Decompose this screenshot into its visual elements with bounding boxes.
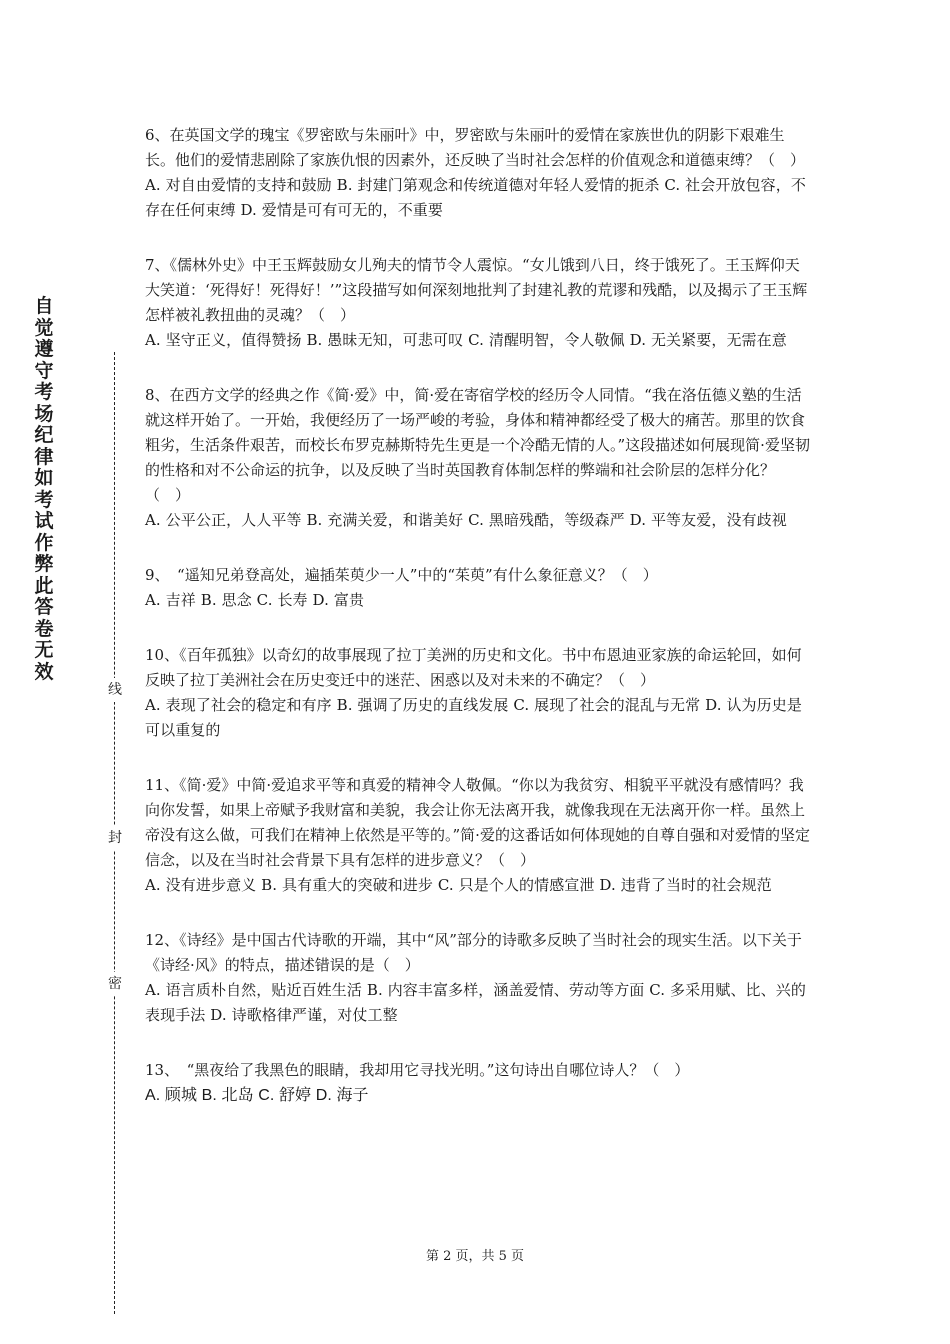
binding-marker-seal: 封 bbox=[104, 826, 126, 850]
question-stem: 6、在英国文学的瑰宝《罗密欧与朱丽叶》中，罗密欧与朱丽叶的爱情在家族世仇的阴影下艰难生长。他们的爱情悲剧除了家族仇恨的因素外，还反映了当时社会怎样的价值观念和道德束缚？（ ） bbox=[145, 126, 806, 169]
question-stem: 9、 “遥知兄弟登高处，遍插茱萸少一人”中的“茱萸”有什么象征意义？（ ） bbox=[145, 566, 658, 584]
question-options: A. 顾城 B. 北岛 C. 舒婷 D. 海子 bbox=[145, 1087, 369, 1104]
question-options: A. 吉祥 B. 思念 C. 长寿 D. 富贵 bbox=[145, 591, 365, 609]
question-6 bbox=[145, 123, 810, 223]
page-number: 第 2 页，共 5 页 bbox=[425, 1249, 525, 1264]
question-options: A. 语言质朴自然，贴近百姓生活 B. 内容丰富多样，涵盖爱情、劳动等方面 C. 多采用赋、比、兴的表现手法 D. 诗歌格律严谨，对仗工整 bbox=[145, 981, 806, 1024]
question-list bbox=[145, 123, 810, 1108]
question-stem: 12、《诗经》是中国古代诗歌的开端，其中“风”部分的诗歌多反映了当时社会的现实生活。以下关于《诗经·风》的特点，描述错误的是（ ） bbox=[145, 931, 802, 974]
question-stem: 11、《简·爱》中简·爱追求平等和真爱的精神令人敬佩。“你以为我贫穷、相貌平平就没有感情吗？我向你发誓，如果上帝赋予我财富和美貌，我会让你无法离开我，就像我现在无法离开你一样。虽然上帝没有这么做，可我们在精神上依然是平等的。”简·爱的这番话如何体现她的自尊自强和对爱情的坚定信念，以及在当时社会背景下具有怎样的进步意义？（ ） bbox=[145, 776, 810, 869]
question-options: A. 坚守正义，值得赞扬 B. 愚昧无知，可悲可叹 C. 清醒明智，令人敬佩 D. 无关紧要，无需在意 bbox=[145, 331, 787, 349]
question-stem: 8、在西方文学的经典之作《简·爱》中，简·爱在寄宿学校的经历令人同情。“我在洛伍德义塾的生活就这样开始了。一开始，我便经历了一场严峻的考验，身体和精神都经受了极大的痛苦。那里的饮食粗劣，生活条件艰苦，而校长布罗克赫斯特先生更是一个冷酷无情的人。”这段描述如何展现简·爱坚韧的性格和对不公命运的抗争，以及反映了当时英国教育体制怎样的弊端和社会阶层的怎样分化？（ ） bbox=[145, 386, 810, 504]
question-options: A. 没有进步意义 B. 具有重大的突破和进步 C. 只是个人的情感宣泄 D. 违背了当时的社会规范 bbox=[145, 876, 772, 894]
question-stem: 7、《儒林外史》中王玉辉鼓励女儿殉夫的情节令人震惊。“女儿饿到八日，终于饿死了。王玉辉仰天大笑道：‘死得好！死得好！’”这段描写如何深刻地批判了封建礼教的荒谬和残酷，以及揭示了王玉辉怎样被礼教扭曲的灵魂？（ ） bbox=[145, 256, 808, 324]
question-8 bbox=[145, 383, 810, 533]
question-options: A. 表现了社会的稳定和有序 B. 强调了历史的直线发展 C. 展现了社会的混乱与无常 D. 认为历史是可以重复的 bbox=[145, 696, 802, 739]
question-11 bbox=[145, 773, 810, 898]
binding-marker-secret: 密 bbox=[104, 972, 126, 996]
question-options: A. 对自由爱情的支持和鼓励 B. 封建门第观念和传统道德对年轻人爱情的扼杀 C. 社会开放包容，不存在任何束缚 D. 爱情是可有可无的，不重要 bbox=[145, 176, 806, 219]
question-10 bbox=[145, 643, 810, 743]
question-13 bbox=[145, 1058, 810, 1108]
question-stem: 10、《百年孤独》以奇幻的故事展现了拉丁美洲的历史和文化。书中布恩迪亚家族的命运轮回，如何反映了拉丁美洲社会在历史变迁中的迷茫、困惑以及对未来的不确定？（ ） bbox=[145, 646, 802, 689]
question-stem: 13、 “黑夜给了我黑色的眼睛，我却用它寻找光明。”这句诗出自哪位诗人？（ ） bbox=[145, 1061, 690, 1079]
question-options: A. 公平公正，人人平等 B. 充满关爱，和谐美好 C. 黑暗残酷，等级森严 D. 平等友爱，没有歧视 bbox=[145, 511, 787, 529]
question-12 bbox=[145, 928, 810, 1028]
question-9 bbox=[145, 563, 810, 613]
question-7 bbox=[145, 253, 810, 353]
exam-discipline-notice: 自觉遵守考场纪律如考试作弊此答卷无效 bbox=[34, 295, 54, 683]
binding-marker-line: 线 bbox=[104, 678, 126, 702]
